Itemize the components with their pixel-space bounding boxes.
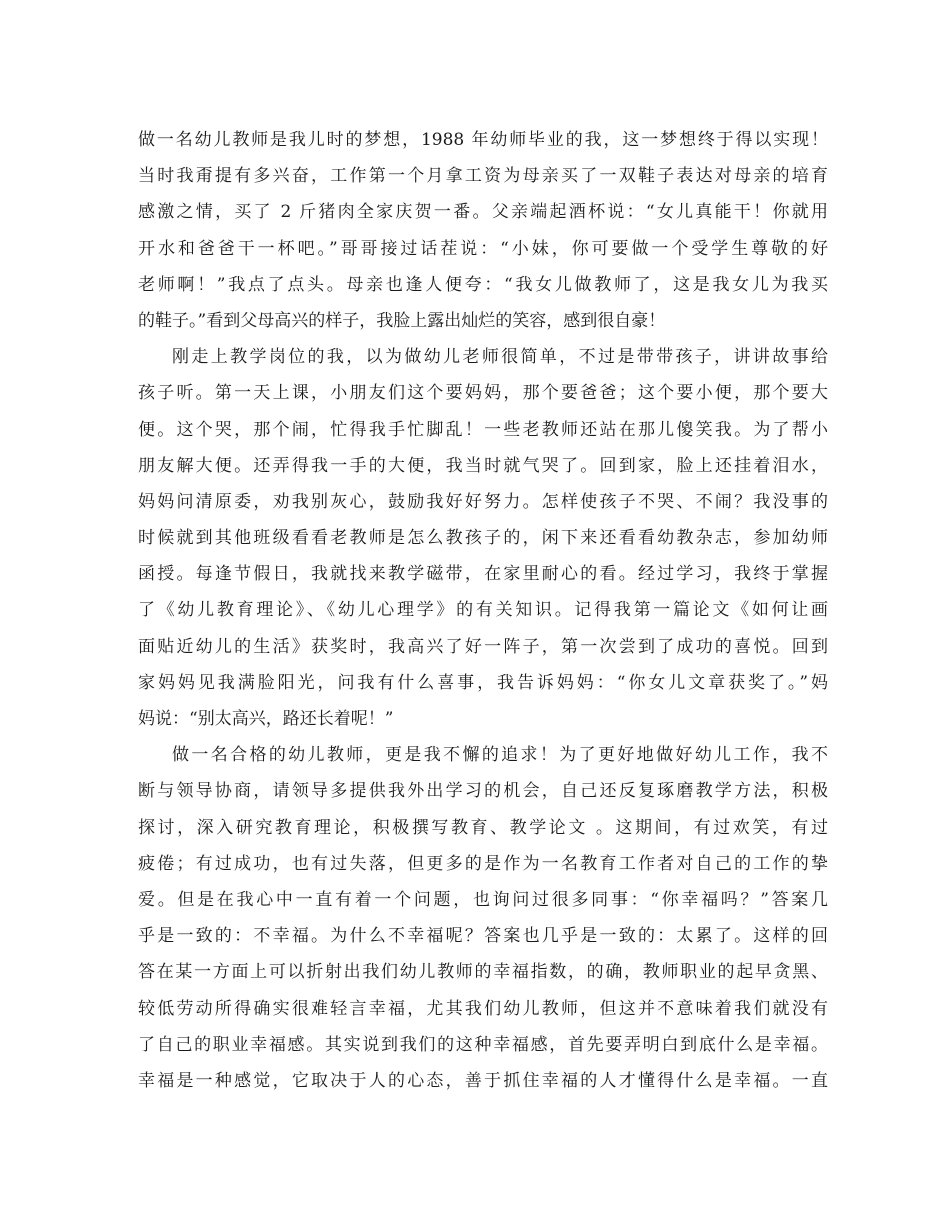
- text-line: 家妈妈见我满脸阳光，问我有什么喜事，我告诉妈妈：“你女儿文章获奖了。”妈: [138, 672, 828, 693]
- text-line: 老师啊！”我点了点头。母亲也逢人便夸：“我女儿做教师了，这是我女儿为我买: [138, 274, 828, 295]
- text-line: 爱。但是在我心中一直有着一个问题，也询问过很多同事：“你幸福吗？”答案几: [138, 889, 828, 910]
- text-line: 断与领导协商，请领导多提供我外出学习的机会，自己还反复琢磨教学方法，积极: [138, 781, 828, 802]
- text-line: 做一名幼儿教师是我儿时的梦想，1988 年幼师毕业的我，这一梦想终于得以实现！: [138, 130, 828, 150]
- text-line: 妈妈问清原委，劝我别灰心，鼓励我好好努力。怎样使孩子不哭、不闹？我没事的: [138, 491, 828, 512]
- text-line: 做一名合格的幼儿教师，更是我不懈的追求！为了更好地做好幼儿工作，我不: [172, 745, 828, 766]
- text-line: 函授。每逢节假日，我就找来教学磁带，在家里耐心的看。经过学习，我终于掌握: [138, 564, 828, 585]
- text-line: 时候就到其他班级看看老教师是怎么教孩子的，闲下来还看看幼教杂志，参加幼师: [138, 528, 828, 549]
- text-line: 乎是一致的：不幸福。为什么不幸福呢？答案也几乎是一致的：太累了。这样的回: [138, 926, 828, 947]
- body-text: [138, 122, 828, 1099]
- text-line: 探讨，深入研究教育理论，积极撰写教育、教学论文 。这期间，有过欢笑，有过: [138, 817, 828, 838]
- text-line: 当时我甭提有多兴奋，工作第一个月拿工资为母亲买了一双鞋子表达对母亲的培育: [138, 166, 828, 187]
- text-line: 较低劳动所得确实很难轻言幸福，尤其我们幼儿教师，但这并不意味着我们就没有: [138, 998, 828, 1019]
- text-line: 孩子听。第一天上课，小朋友们这个要妈妈，那个要爸爸；这个要小便，那个要大: [138, 383, 828, 404]
- text-line: 疲倦；有过成功，也有过失落，但更多的是作为一名教育工作者对自己的工作的挚: [138, 853, 828, 874]
- text-line: 答在某一方面上可以折射出我们幼儿教师的幸福指数，的确，教师职业的起早贪黑、: [138, 962, 828, 983]
- text-line: 了自己的职业幸福感。其实说到我们的这种幸福感，首先要弄明白到底什么是幸福。: [138, 1034, 828, 1055]
- text-line: 面贴近幼儿的生活》获奖时，我高兴了好一阵子，第一次尝到了成功的喜悦。回到: [138, 636, 828, 657]
- text-line: 刚走上教学岗位的我，以为做幼儿老师很简单，不过是带带孩子，讲讲故事给: [172, 347, 828, 368]
- text-line: 开水和爸爸干一杯吧。”哥哥接过话茬说：“小妹，你可要做一个受学生尊敬的好: [138, 238, 828, 259]
- text-line: 妈说：“别太高兴，路还长着呢！”: [138, 709, 394, 729]
- text-line: 朋友解大便。还弄得我一手的大便，我当时就气哭了。回到家，脸上还挂着泪水，: [138, 455, 828, 476]
- text-line: 幸福是一种感觉，它取决于人的心态，善于抓住幸福的人才懂得什么是幸福。一直: [138, 1070, 828, 1091]
- text-line: 的鞋子。”看到父母高兴的样子，我脸上露出灿烂的笑容，感到很自豪！: [138, 310, 666, 331]
- text-line: 了《幼儿教育理论》、《幼儿心理学》的有关知识。记得我第一篇论文《如何让画: [138, 600, 828, 621]
- text-line: 便。这个哭，那个闹，忙得我手忙脚乱！一些老教师还站在那儿傻笑我。为了帮小: [138, 419, 828, 440]
- text-line: 感激之情，买了 2 斤猪肉全家庆贺一番。父亲端起酒杯说：“女儿真能干！你就用: [138, 202, 828, 223]
